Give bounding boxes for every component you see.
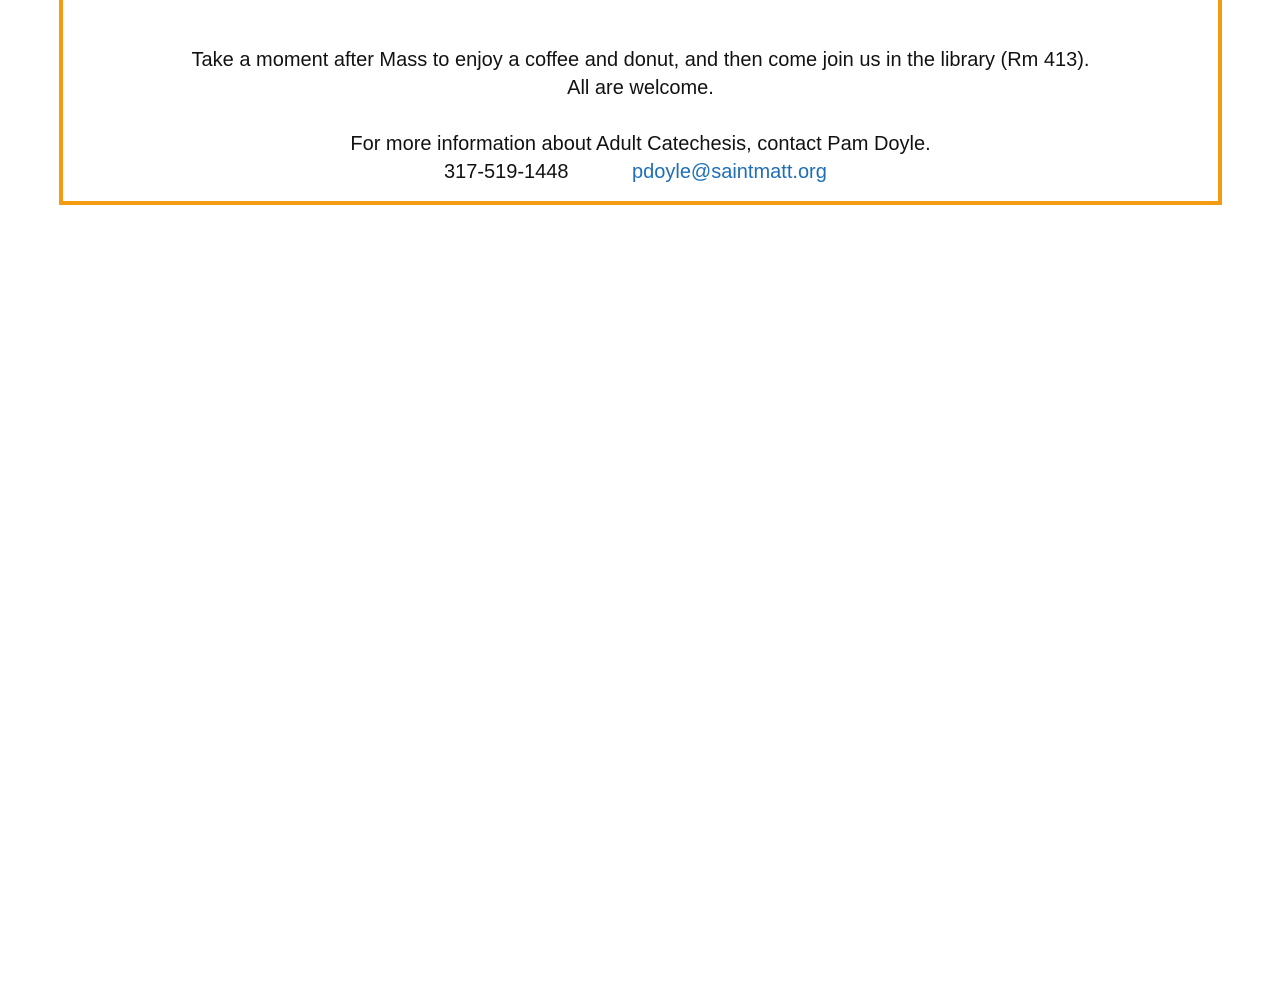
welcome-text: All are welcome. [567, 77, 714, 99]
phone-number: 317-519-1448 [444, 161, 569, 183]
orange-bordered-flyer-box [59, 0, 1222, 205]
invitation-text: Take a moment after Mass to enjoy a coffee and donut, and then come join us in the library (Rm 413). [191, 49, 1090, 71]
contact-details [63, 158, 1218, 186]
email-link[interactable]: pdoyle@saintmatt.org [632, 161, 827, 183]
contact-info-text: For more information about Adult Catechesis, contact Pam Doyle. [350, 133, 931, 155]
